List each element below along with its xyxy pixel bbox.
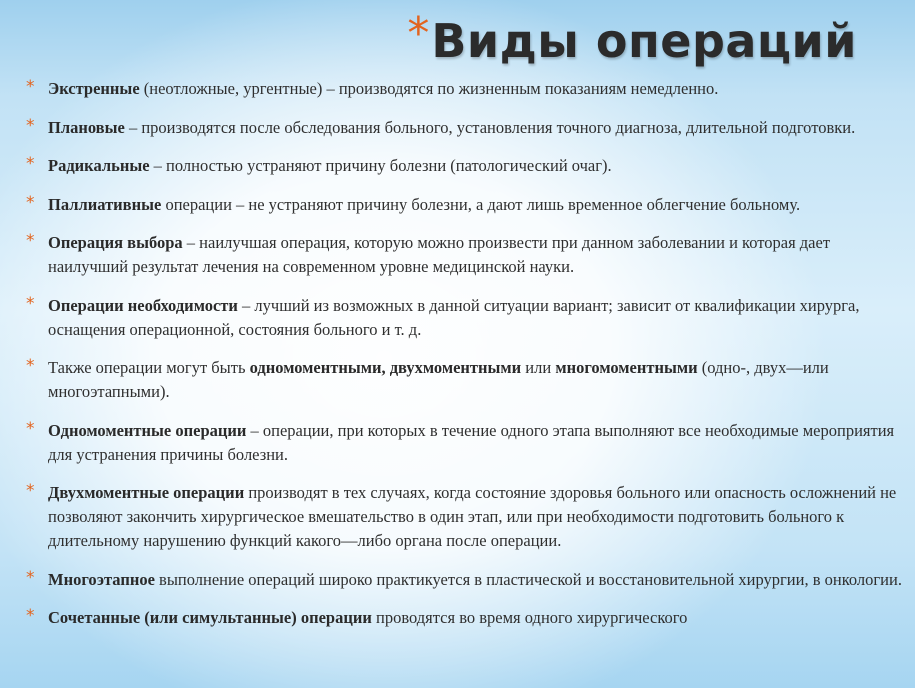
term-bold: Плановые	[48, 117, 125, 137]
list-item-text	[48, 481, 907, 553]
text-segment: проводятся во время одного хирургического	[371, 608, 688, 627]
text-segment: или	[521, 358, 556, 377]
text-segment: производят в тех случаях, когда состояние здоровья больного или опасность осложнений не позволяют закончить хирургическое вмешательство в один этап, или при необходимости подготовить больного к длительному нарушению функций какого—либо органа после операции.	[48, 483, 897, 550]
list-item	[26, 193, 907, 217]
bullet-asterisk-icon: *	[26, 481, 35, 501]
bullet-asterisk-icon: *	[26, 356, 35, 376]
list-item	[26, 154, 907, 178]
list-item	[26, 77, 907, 101]
term-bold: Операции необходимости	[48, 295, 238, 315]
list-item-text	[48, 419, 907, 467]
term-bold: Многоэтапное	[48, 569, 155, 589]
list-item	[26, 356, 907, 404]
title-asterisk-icon: *	[407, 8, 430, 59]
title-row	[407, 6, 857, 76]
list-item-text	[48, 77, 907, 101]
list-item	[26, 481, 907, 553]
slide-title: Виды операций	[431, 14, 857, 68]
list-item-text	[48, 294, 907, 342]
text-segment: – производятся после обследования больного, установления точного диагноза, длительной подготовки.	[124, 117, 856, 137]
bullet-asterisk-icon: *	[26, 77, 35, 97]
text-segment: операции – не устраняют причину болезни, а дают лишь временное облегчение больному.	[161, 194, 801, 214]
bullet-list	[26, 77, 907, 645]
term-bold: Паллиативные	[48, 194, 162, 214]
text-segment: выполнение операций широко практикуется в пластической и восстановительной хирургии, в онкологии.	[154, 569, 902, 589]
bullet-asterisk-icon: *	[26, 606, 35, 626]
term-bold: Операция выбора	[48, 233, 183, 252]
list-item-text	[48, 193, 907, 217]
bullet-asterisk-icon: *	[26, 418, 35, 439]
list-item	[26, 294, 907, 342]
list-item-text	[48, 116, 907, 140]
text-segment: – лучший из возможных в данной ситуации вариант; зависит от квалификации хирурга, оснащения операционной, состояния больного и т. д.	[48, 295, 860, 339]
list-item-text	[48, 606, 907, 630]
list-item-text	[48, 231, 907, 279]
bullet-asterisk-icon: *	[26, 567, 35, 588]
text-segment: (одно-, двух—или многоэтапными).	[48, 358, 829, 401]
list-item	[26, 568, 907, 592]
term-bold: Одномоментные операции	[48, 420, 247, 440]
term-bold: Радикальные	[48, 156, 150, 175]
list-item-text	[48, 356, 907, 404]
list-item	[26, 116, 907, 140]
bullet-asterisk-icon: *	[26, 231, 35, 251]
list-item-text	[48, 568, 907, 592]
list-item	[26, 606, 907, 630]
text-segment: – операции, при которых в течение одного этапа выполняют все необходимые мероприятия для устранения причины болезни.	[48, 420, 895, 464]
bullet-asterisk-icon: *	[26, 192, 35, 213]
term-bold: Двухмоментные операции	[48, 483, 245, 502]
bullet-asterisk-icon: *	[26, 293, 35, 314]
text-segment: – полностью устраняют причину болезни (патологический очаг).	[149, 156, 612, 175]
bullet-asterisk-icon: *	[26, 154, 35, 174]
text-segment: (неотложные, ургентные) – производятся по жизненным показаниям немедленно.	[139, 79, 719, 98]
term-bold: многомоментными	[555, 358, 698, 377]
text-segment: Также операции могут быть	[48, 358, 250, 377]
list-item	[26, 419, 907, 467]
text-segment: – наилучшая операция, которую можно произвести при данном заболевании и которая дает наилучший результат лечения на современном уровне медицинской науки.	[48, 233, 831, 276]
term-bold: Экстренные	[48, 79, 140, 98]
term-bold: одномоментными, двухмоментными	[249, 358, 522, 377]
list-item-text	[48, 154, 907, 178]
bullet-asterisk-icon: *	[26, 115, 35, 136]
list-item	[26, 231, 907, 279]
term-bold: Сочетанные (или симультанные) операции	[48, 608, 372, 627]
